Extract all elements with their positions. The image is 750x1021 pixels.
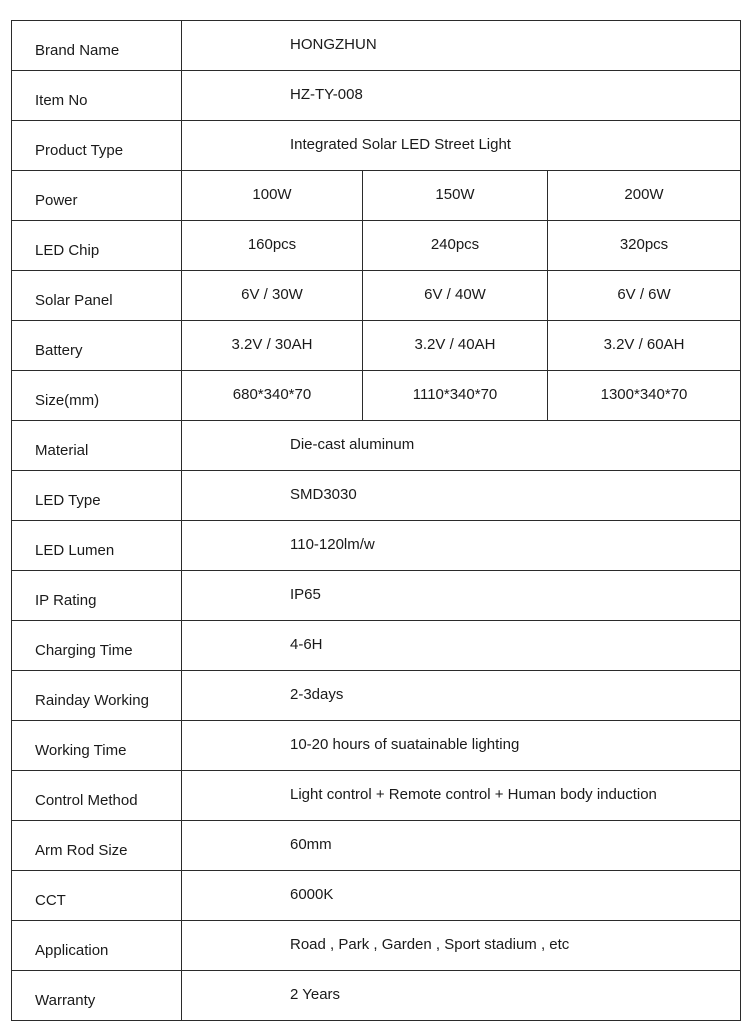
rainday-working-label: Rainday Working bbox=[12, 671, 182, 721]
control-method-value: Light control + Remote control + Human body induction bbox=[182, 771, 741, 821]
material-value: Die-cast aluminum bbox=[182, 421, 741, 471]
table-row-material bbox=[12, 421, 741, 471]
arm-rod-size-value: 60mm bbox=[182, 821, 741, 871]
spec-table bbox=[11, 20, 741, 1021]
table-row-working-time bbox=[12, 721, 741, 771]
table-row-power bbox=[12, 171, 741, 221]
table-row-battery bbox=[12, 321, 741, 371]
led-type-value: SMD3030 bbox=[182, 471, 741, 521]
led-type-label: LED Type bbox=[12, 471, 182, 521]
working-time-value: 10-20 hours of suatainable lighting bbox=[182, 721, 741, 771]
led-chip-label: LED Chip bbox=[12, 221, 182, 271]
size-value-3: 1300*340*70 bbox=[548, 371, 741, 421]
application-value: Road , Park , Garden , Sport stadium , etc bbox=[182, 921, 741, 971]
material-label: Material bbox=[12, 421, 182, 471]
led-chip-value-2: 240pcs bbox=[363, 221, 548, 271]
brand-name-value: HONGZHUN bbox=[182, 21, 741, 71]
table-row-ip-rating bbox=[12, 571, 741, 621]
solar-panel-value-2: 6V / 40W bbox=[363, 271, 548, 321]
product-type-label: Product Type bbox=[12, 121, 182, 171]
led-lumen-label: LED Lumen bbox=[12, 521, 182, 571]
table-row-warranty bbox=[12, 971, 741, 1021]
warranty-label: Warranty bbox=[12, 971, 182, 1021]
table-row-application bbox=[12, 921, 741, 971]
charging-time-value: 4-6H bbox=[182, 621, 741, 671]
working-time-label: Working Time bbox=[12, 721, 182, 771]
table-row-led-lumen bbox=[12, 521, 741, 571]
size-label: Size(mm) bbox=[12, 371, 182, 421]
item-no-label: Item No bbox=[12, 71, 182, 121]
brand-name-label: Brand Name bbox=[12, 21, 182, 71]
led-chip-value-3: 320pcs bbox=[548, 221, 741, 271]
table-row-led-type bbox=[12, 471, 741, 521]
power-value-3: 200W bbox=[548, 171, 741, 221]
charging-time-label: Charging Time bbox=[12, 621, 182, 671]
table-row-control-method bbox=[12, 771, 741, 821]
arm-rod-size-label: Arm Rod Size bbox=[12, 821, 182, 871]
table-row-arm-rod-size bbox=[12, 821, 741, 871]
application-label: Application bbox=[12, 921, 182, 971]
table-row-charging-time bbox=[12, 621, 741, 671]
solar-panel-value-3: 6V / 6W bbox=[548, 271, 741, 321]
solar-panel-label: Solar Panel bbox=[12, 271, 182, 321]
led-lumen-value: 110-120lm/w bbox=[182, 521, 741, 571]
power-value-2: 150W bbox=[363, 171, 548, 221]
item-no-value: HZ-TY-008 bbox=[182, 71, 741, 121]
rainday-working-value: 2-3days bbox=[182, 671, 741, 721]
ip-rating-label: IP Rating bbox=[12, 571, 182, 621]
power-value-1: 100W bbox=[182, 171, 363, 221]
cct-label: CCT bbox=[12, 871, 182, 921]
table-row-solar-panel bbox=[12, 271, 741, 321]
table-row-led-chip bbox=[12, 221, 741, 271]
table-row-item-no bbox=[12, 71, 741, 121]
solar-panel-value-1: 6V / 30W bbox=[182, 271, 363, 321]
led-chip-value-1: 160pcs bbox=[182, 221, 363, 271]
battery-value-2: 3.2V / 40AH bbox=[363, 321, 548, 371]
battery-value-3: 3.2V / 60AH bbox=[548, 321, 741, 371]
table-row-rainday-working bbox=[12, 671, 741, 721]
size-value-2: 1110*340*70 bbox=[363, 371, 548, 421]
table-row-product-type bbox=[12, 121, 741, 171]
product-type-value: Integrated Solar LED Street Light bbox=[182, 121, 741, 171]
table-row-size bbox=[12, 371, 741, 421]
table-row-cct bbox=[12, 871, 741, 921]
ip-rating-value: IP65 bbox=[182, 571, 741, 621]
power-label: Power bbox=[12, 171, 182, 221]
cct-value: 6000K bbox=[182, 871, 741, 921]
warranty-value: 2 Years bbox=[182, 971, 741, 1021]
battery-label: Battery bbox=[12, 321, 182, 371]
table-row-brand-name bbox=[12, 21, 741, 71]
size-value-1: 680*340*70 bbox=[182, 371, 363, 421]
battery-value-1: 3.2V / 30AH bbox=[182, 321, 363, 371]
control-method-label: Control Method bbox=[12, 771, 182, 821]
